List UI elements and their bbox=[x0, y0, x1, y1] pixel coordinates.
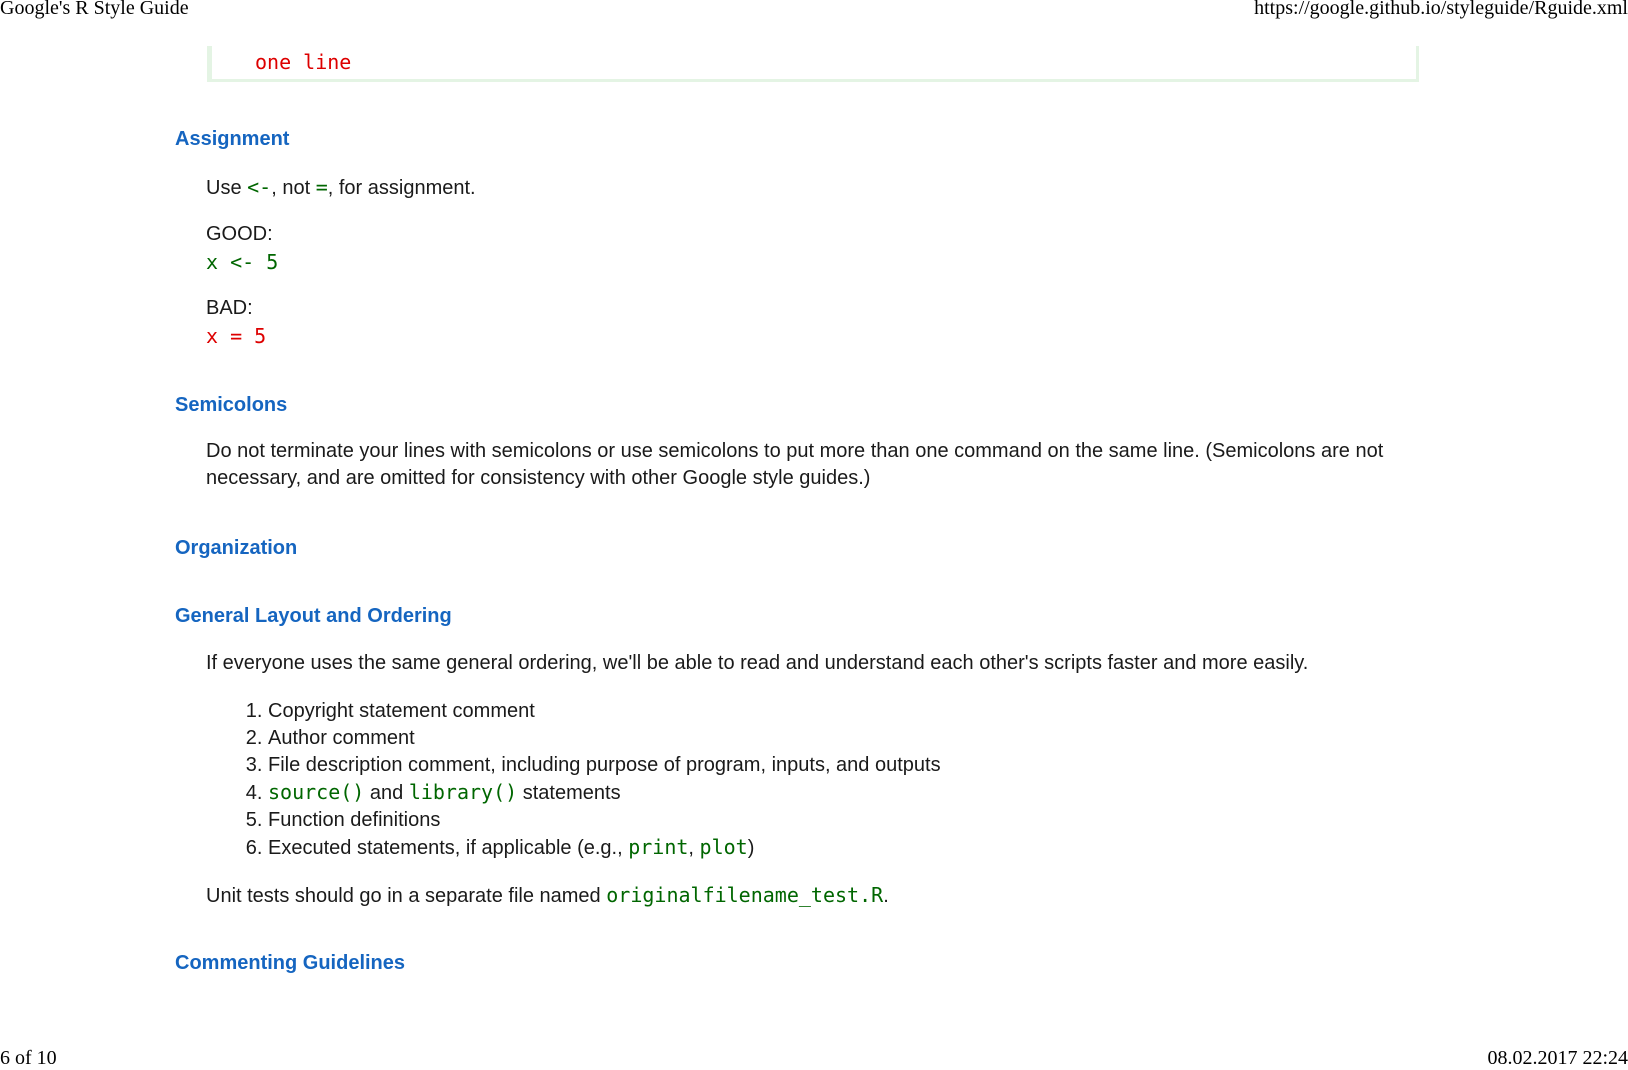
text: Executed statements, if applicable (e.g., bbox=[268, 837, 629, 859]
unit-tests-text bbox=[206, 882, 1416, 910]
good-code: x <- 5 bbox=[206, 250, 279, 274]
text: , for assignment. bbox=[327, 177, 476, 199]
ordering-list bbox=[206, 698, 941, 862]
text: Author comment bbox=[268, 727, 415, 749]
inline-code: library() bbox=[408, 780, 518, 804]
code-text: one line bbox=[255, 50, 352, 74]
text: Use bbox=[206, 177, 248, 199]
layout-intro: If everyone uses the same general ordering, we'll be able to read and understand each other's scripts faster and more easily. bbox=[206, 652, 1309, 674]
inline-code: = bbox=[315, 175, 328, 199]
print-datetime: 08.02.2017 22:24 bbox=[1487, 1047, 1628, 1069]
heading-commenting[interactable]: Commenting Guidelines bbox=[175, 952, 406, 974]
heading-organization[interactable]: Organization bbox=[175, 537, 298, 559]
text: , not bbox=[271, 177, 316, 199]
print-footer bbox=[0, 1046, 1628, 1070]
bad-code: x = 5 bbox=[206, 324, 267, 348]
text: Unit tests should go in a separate file named bbox=[206, 885, 607, 907]
inline-code: <- bbox=[247, 175, 272, 199]
inline-code: plot bbox=[699, 835, 748, 859]
inline-code: originalfilename_test.R bbox=[606, 883, 884, 907]
page-number: 6 of 10 bbox=[0, 1047, 57, 1069]
text: and bbox=[364, 782, 409, 804]
print-header bbox=[0, 0, 1628, 20]
list-item bbox=[268, 725, 941, 752]
heading-assignment[interactable]: Assignment bbox=[175, 128, 290, 150]
text: statements bbox=[517, 782, 621, 804]
list-item bbox=[268, 752, 941, 779]
list-item bbox=[268, 807, 941, 834]
list-item bbox=[268, 698, 941, 725]
document-title: Google's R Style Guide bbox=[0, 0, 189, 19]
text: ) bbox=[747, 837, 755, 859]
text: Function definitions bbox=[268, 809, 441, 831]
list-item bbox=[268, 779, 941, 807]
text: , bbox=[688, 837, 700, 859]
heading-semicolons[interactable]: Semicolons bbox=[175, 394, 288, 416]
text: File description comment, including purpose of program, inputs, and outputs bbox=[268, 754, 941, 776]
heading-general-layout[interactable]: General Layout and Ordering bbox=[175, 605, 452, 627]
good-label: GOOD: bbox=[206, 223, 273, 245]
code-block-bad bbox=[207, 46, 1419, 82]
inline-code: source() bbox=[268, 780, 365, 804]
list-item bbox=[268, 834, 941, 862]
document-url: https://google.github.io/styleguide/Rguide.xml bbox=[1254, 0, 1628, 19]
assignment-intro bbox=[206, 174, 1416, 202]
inline-code: print bbox=[628, 835, 689, 859]
bad-label: BAD: bbox=[206, 297, 253, 319]
text: Copyright statement comment bbox=[268, 700, 535, 722]
text: . bbox=[883, 885, 889, 907]
semicolons-text: Do not terminate your lines with semicolons or use semicolons to put more than one command on the same line. (Semicolons are not necessary, and are omitted for consistency with other Google style guides.) bbox=[206, 440, 1384, 489]
